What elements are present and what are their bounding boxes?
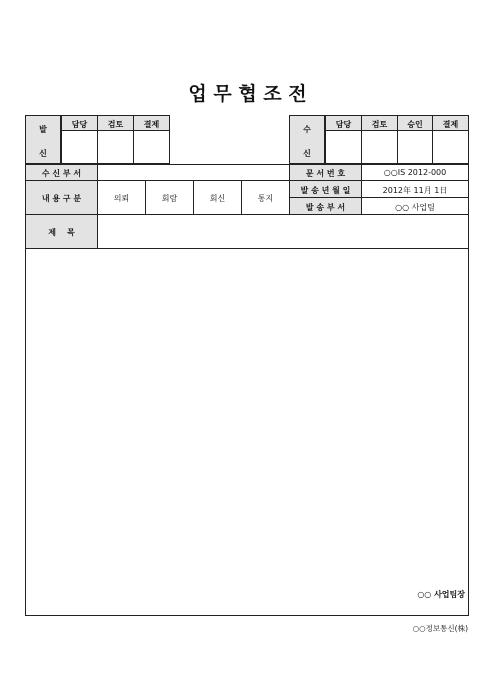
subject-field[interactable] xyxy=(97,214,469,249)
receiver-header-damdang: 담당 xyxy=(335,120,352,129)
sender-sign-box[interactable] xyxy=(97,130,134,164)
sender-sign-box[interactable] xyxy=(61,130,98,164)
signature-line: ○○ 사업팀장 xyxy=(417,590,465,599)
sender-label-top: 발 xyxy=(39,125,47,134)
sender-header-payment: 결제 xyxy=(143,120,160,129)
send-dept-label: 발 송 부 서 xyxy=(305,203,346,212)
content-type-request: 의뢰 xyxy=(113,194,130,203)
content-type-label: 내 용 구 분 xyxy=(41,194,82,203)
receiver-label-top: 수 xyxy=(303,125,311,134)
sender-label-bottom: 신 xyxy=(39,149,47,158)
recv-dept-field[interactable] xyxy=(97,164,290,181)
sender-header-review: 검토 xyxy=(107,120,124,129)
receiver-sign-box[interactable] xyxy=(325,130,362,164)
document-title: 업 무 협 조 전 xyxy=(188,83,307,105)
send-date-label: 발 송 년 월 일 xyxy=(300,186,351,195)
receiver-sign-box[interactable] xyxy=(432,130,469,164)
send-date-value: 2012年 11月 1日 xyxy=(382,186,448,195)
doc-no-label: 문 서 번 호 xyxy=(305,169,346,178)
receiver-sign-box[interactable] xyxy=(361,130,398,164)
company-footer: ○○정보통신(株) xyxy=(412,624,468,633)
send-dept-value: ○○ 사업팀 xyxy=(395,203,435,212)
receiver-label-bottom: 신 xyxy=(303,149,311,158)
sender-sign-box[interactable] xyxy=(133,130,170,164)
document-body[interactable] xyxy=(25,248,469,616)
content-type-circular: 회람 xyxy=(161,194,178,203)
recv-dept-label: 수 신 부 서 xyxy=(41,169,82,178)
receiver-header-review: 검토 xyxy=(371,120,388,129)
content-type-reply: 회신 xyxy=(209,194,226,203)
content-type-notice: 통지 xyxy=(257,194,274,203)
doc-no-value: ○○IS 2012-000 xyxy=(383,168,447,177)
subject-label: 제 목 xyxy=(48,228,75,237)
sender-header-damdang: 담당 xyxy=(71,120,88,129)
receiver-header-approve: 승인 xyxy=(407,120,423,129)
receiver-sign-box[interactable] xyxy=(397,130,433,164)
receiver-header-payment: 결제 xyxy=(442,120,459,129)
